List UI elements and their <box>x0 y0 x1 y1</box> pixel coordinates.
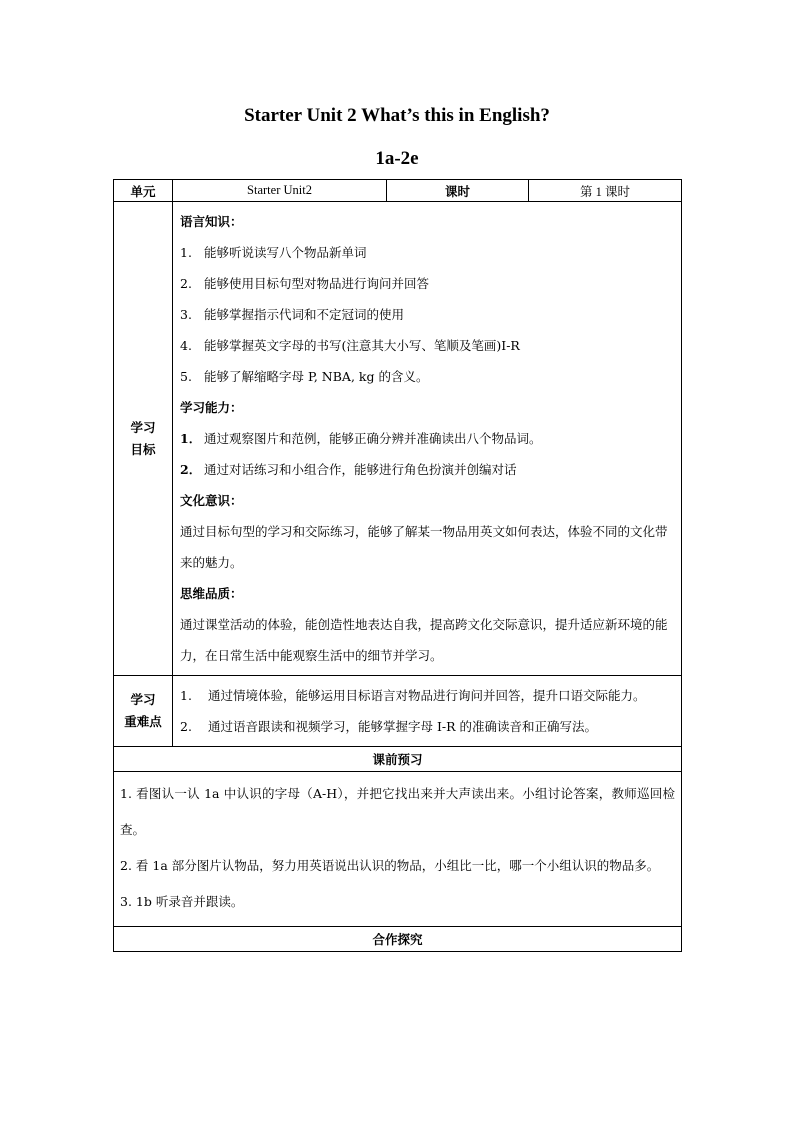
list-item-text: 能够使用目标句型对物品进行询问并回答 <box>204 276 430 291</box>
key-points-label-line1: 学习 <box>130 692 156 707</box>
preview-heading: 课前预习 <box>114 747 682 772</box>
list-item-text: 通过语音跟读和视频学习，能够掌握字母 I-R 的准确读音和正确写法。 <box>208 719 598 734</box>
cooperation-heading: 合作探究 <box>114 927 682 952</box>
list-item-text: 能够听说读写八个物品新单词 <box>204 245 367 260</box>
cultural-awareness-heading: 文化意识： <box>180 493 243 508</box>
thinking-quality-text: 通过课堂活动的体验，能创造性地表达自我，提高跨文化交际意识，提升适应新环境的能力，在日常生活中能观察生活中的细节并学习。 <box>180 617 668 663</box>
list-item-text: 能够掌握英文字母的书写(注意其大小写、笔顺及笔画)I-R <box>204 338 520 353</box>
list-item <box>180 454 675 485</box>
preview-item: 3. 1b 听录音并跟读。 <box>120 894 244 909</box>
list-item-text: 能够掌握指示代词和不定冠词的使用 <box>204 307 405 322</box>
list-item-number: 2. <box>180 719 192 734</box>
preview-heading-row <box>114 747 682 772</box>
lesson-plan-table <box>113 179 682 952</box>
period-label: 课时 <box>387 180 529 202</box>
list-item <box>180 299 675 330</box>
list-item-text: 通过对话练习和小组合作，能够进行角色扮演并创编对话 <box>204 462 517 477</box>
list-item <box>180 330 675 361</box>
key-points-row <box>114 676 682 747</box>
document-title: Starter Unit 2 What’s this in English? <box>244 105 550 126</box>
list-item-number: 2． <box>180 462 202 477</box>
list-item-number: 3. <box>180 307 192 322</box>
unit-value: Starter Unit2 <box>173 180 387 202</box>
period-value: 第 1 课时 <box>529 180 682 202</box>
preview-row <box>114 772 682 927</box>
objectives-row <box>114 202 682 676</box>
list-item-number: 1. <box>180 245 192 260</box>
objectives-label-line1: 学习 <box>130 419 156 435</box>
key-points-label-line2: 重难点 <box>124 714 162 729</box>
list-item-number: 5. <box>180 369 192 384</box>
preview-content <box>114 772 682 927</box>
preview-item: 2. 看 1a 部分图片认物品，努力用英语说出认识的物品，小组比一比，哪一个小组认识的物品多。 <box>120 858 660 873</box>
list-item <box>180 268 675 299</box>
list-item <box>180 237 675 268</box>
unit-row <box>114 180 682 202</box>
objectives-label <box>114 202 173 676</box>
list-item-number: 1. <box>180 688 192 703</box>
unit-label: 单元 <box>114 180 173 202</box>
objectives-label-line2: 目标 <box>130 441 156 457</box>
list-item <box>180 711 675 742</box>
objectives-content <box>173 202 682 676</box>
cooperation-heading-row <box>114 927 682 952</box>
list-item-number: 4. <box>180 338 192 353</box>
list-item-text: 通过情境体验，能够运用目标语言对物品进行询问并回答，提升口语交际能力。 <box>208 688 646 703</box>
cultural-awareness-text: 通过目标句型的学习和交际练习，能够了解某一物品用英文如何表达，体验不同的文化带来的魅力。 <box>180 524 668 570</box>
list-item-text: 通过观察图片和范例，能够正确分辨并准确读出八个物品词。 <box>204 431 542 446</box>
thinking-quality-heading: 思维品质： <box>180 586 243 601</box>
list-item <box>180 361 675 392</box>
list-item <box>180 680 675 711</box>
key-points-label <box>114 676 173 747</box>
language-knowledge-heading: 语言知识： <box>180 214 243 229</box>
preview-item: 1. 看图认一认 1a 中认识的字母（A-H），并把它找出来并大声读出来。小组讨论答案，教师巡回检查。 <box>120 786 675 837</box>
list-item <box>180 423 675 454</box>
document-subtitle: 1a-2e <box>375 148 419 169</box>
learning-ability-heading: 学习能力： <box>180 400 243 415</box>
key-points-content <box>173 676 682 747</box>
list-item-number: 1． <box>180 431 202 446</box>
list-item-text: 能够了解缩略字母 P, NBA, kg 的含义。 <box>204 369 429 384</box>
list-item-number: 2. <box>180 276 192 291</box>
